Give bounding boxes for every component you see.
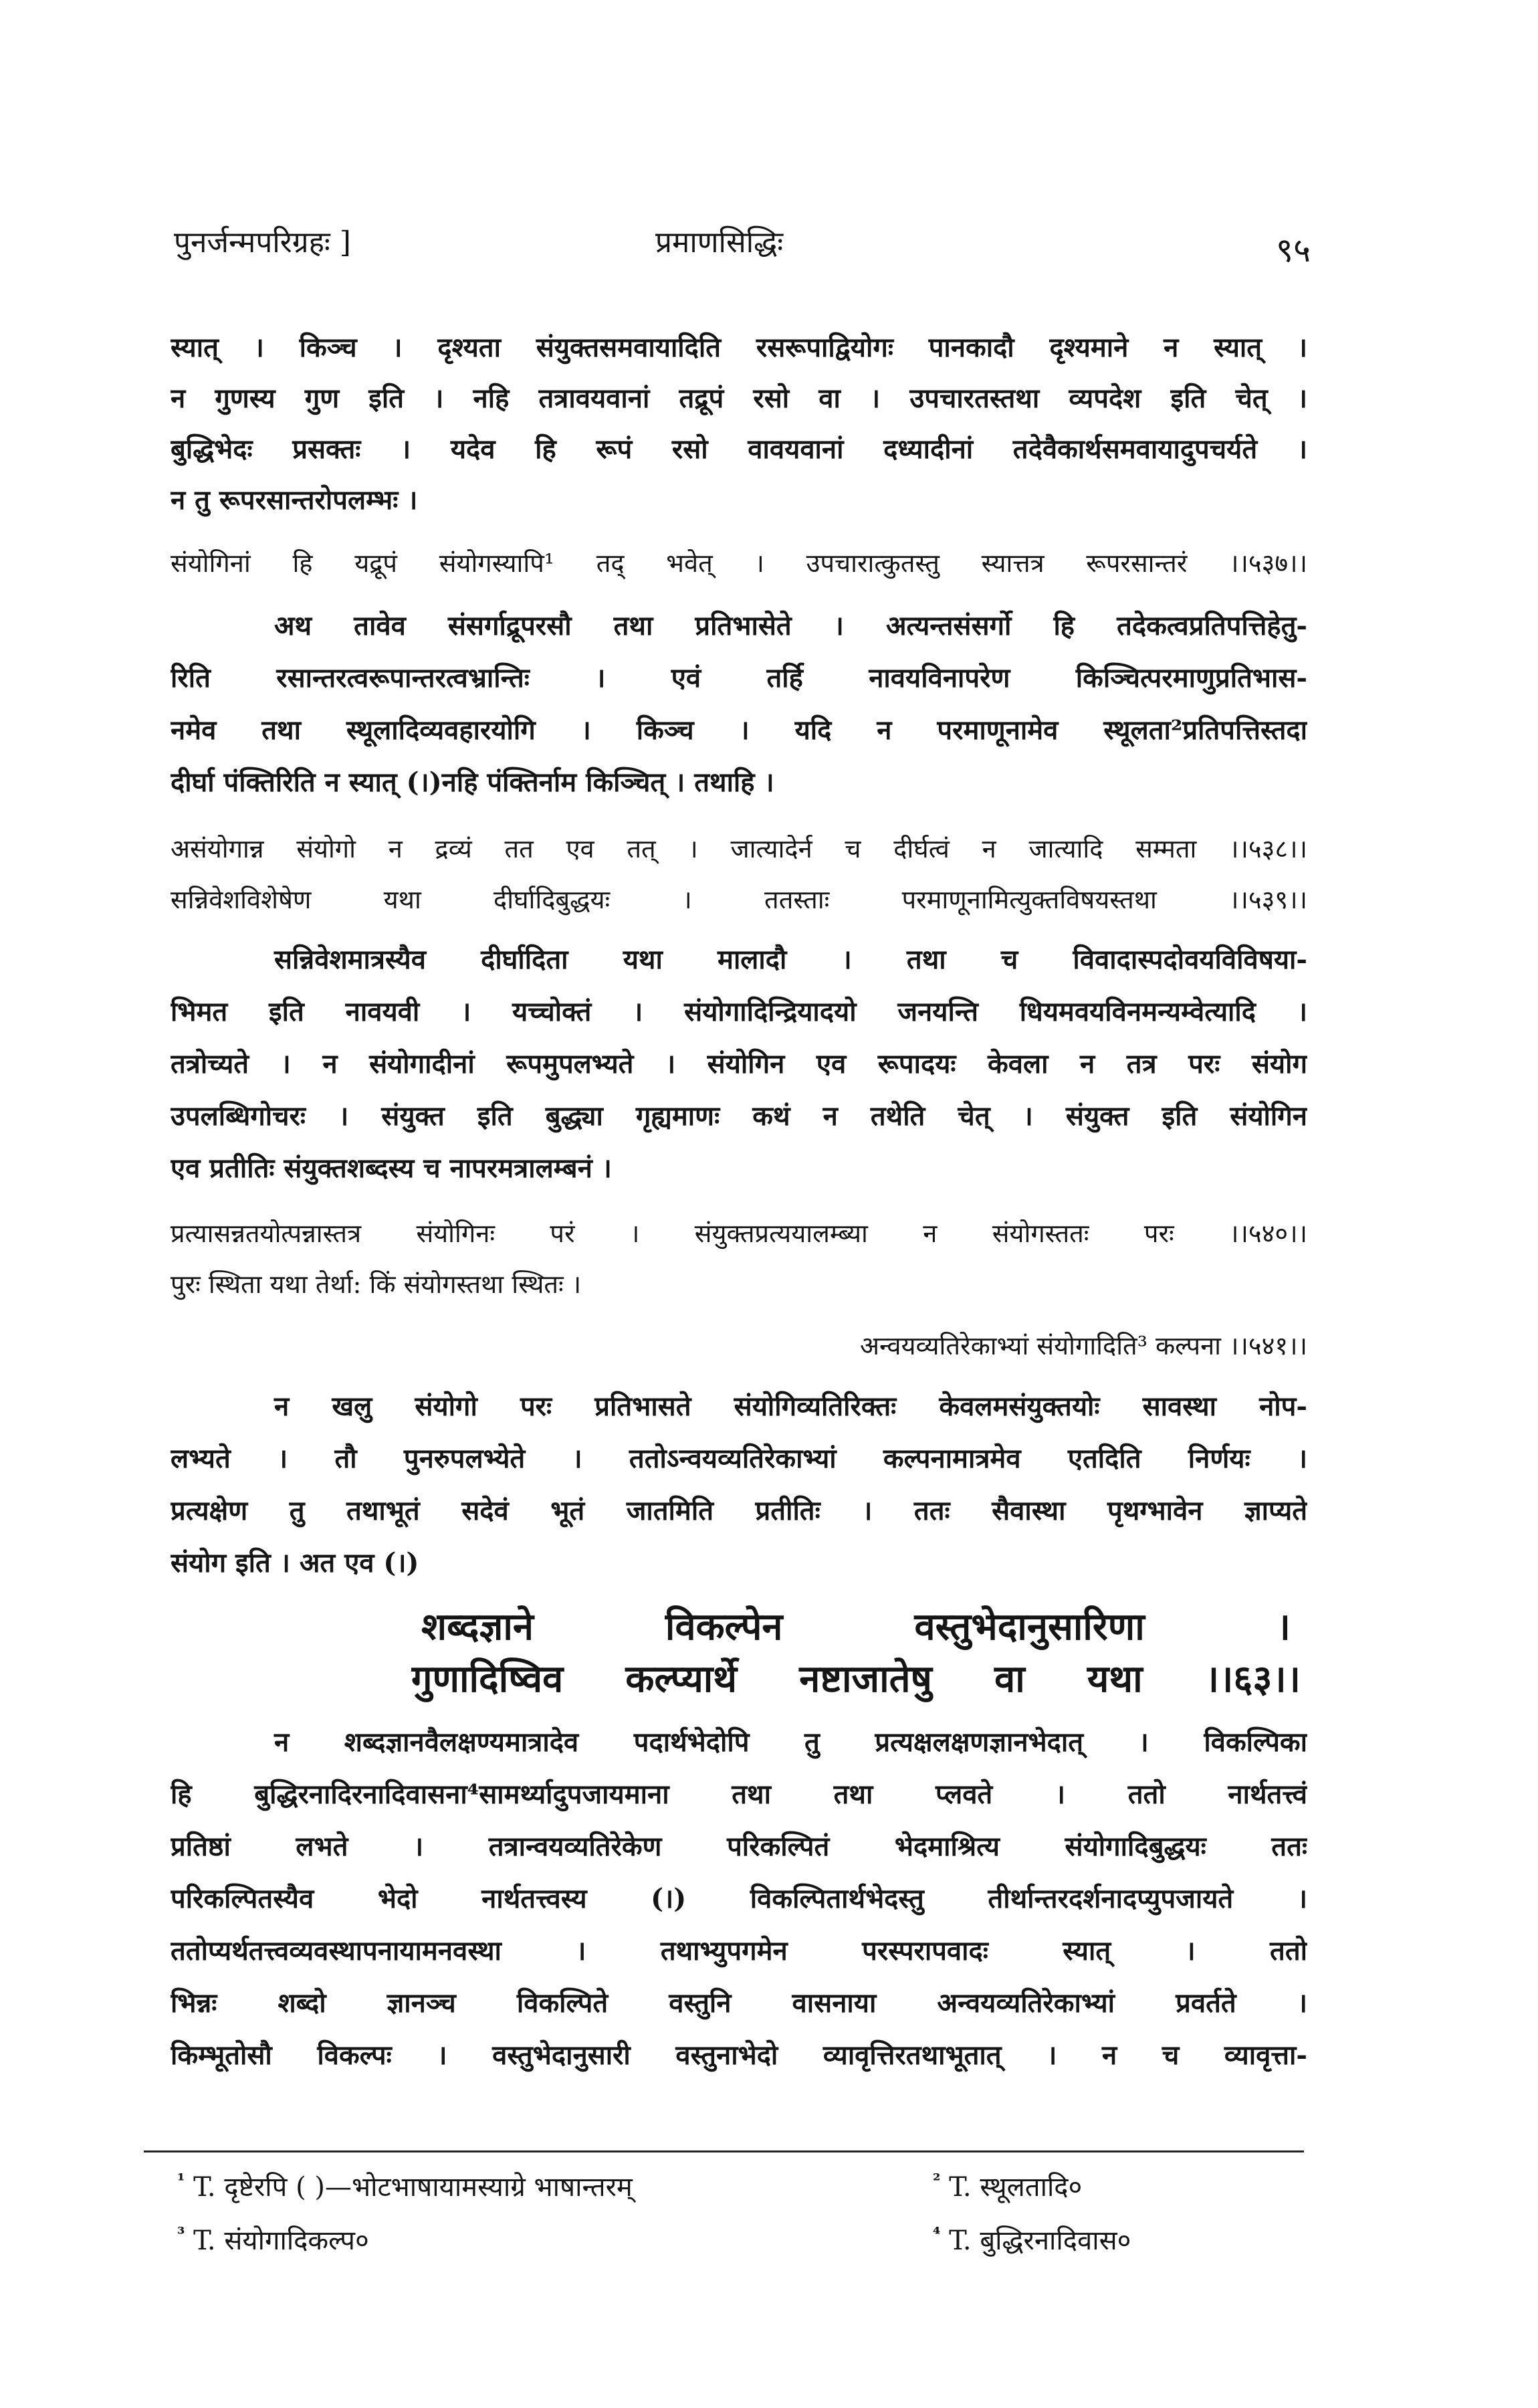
prose-line: नमेव तथा स्थूलादिव्यवहारयोगि । किञ्च । यदि न परमाणूनामेव स्थूलता²प्रतिपत्तिस्तदा (171, 714, 1307, 746)
prose-line: भिमत इति नावयवी । यच्चोक्तं । संयोगादिन्द्रियादयो जनयन्ति धियमवयविनमन्यम्वेत्यादि । (171, 996, 1307, 1027)
verse-line: प्रत्यासन्नतयोत्पन्नास्तत्र संयोगिनः परं । संयुक्तप्रत्ययालम्ब्या न संयोगस्ततः परः ।।५४०।। (171, 1219, 1307, 1248)
prose-line: ततोप्यर्थतत्त्वव्यवस्थापनायामनवस्था । तथाभ्युपगमेन परस्परापवादः स्यात् । ततो (171, 1935, 1307, 1967)
footnote (933, 2167, 1082, 2204)
prose-line: उपलब्धिगोचरः । संयुक्त इति बुद्ध्या गृह्यमाणः कथं न तथेति चेत् । संयुक्त इति संयोगिन (171, 1100, 1307, 1132)
prose-line: न गुणस्य गुण इति । नहि तत्रावयवानां तद्रूपं रसो वा । उपचारतस्तथा व्यपदेश इति चेत् । (171, 383, 1307, 414)
footnote-mark: ² (933, 2171, 941, 2191)
prose-line: किम्भूतोसौ विकल्पः । वस्तुभेदानुसारी वस्तुनाभेदो व्यावृत्तिरतथाभूतात् । न च व्यावृत्ता- (171, 2039, 1307, 2071)
footnote-text: T. स्थूलतादि० (949, 2172, 1083, 2203)
verse-line: संयोगिनां हि यद्रूपं संयोगस्यापि¹ तद् भवेत् । उपचारात्कुतस्तु स्यात्तत्र रूपरसान्तरं ।।५३७।। (171, 548, 1307, 578)
verse-line: असंयोगान्न संयोगो न द्रव्यं तत एव तत् । जात्यादेर्न च दीर्घत्वं न जात्यादि सम्मता ।।५३८।। (171, 834, 1307, 864)
footnote-mark: ³ (177, 2224, 185, 2245)
running-header (174, 221, 1311, 274)
footnote (177, 2167, 633, 2204)
prose-line: न शब्दज्ञानवैलक्षण्यमात्रादेव पदार्थभेदोपि तु प्रत्यक्षलक्षणज्ञानभेदात् । विकल्पिका (274, 1726, 1307, 1758)
prose-line: भिन्नः शब्दो ज्ञानञ्च विकल्पिते वस्तुनि वासनाया अन्वयव्यतिरेकाभ्यां प्रवर्तते । (171, 1987, 1307, 2019)
prose-line: हि बुद्धिरनादिरनादिवासना⁴सामर्थ्यादुपजायमाना तथा तथा प्लवते । ततो नार्थतत्त्वं (171, 1779, 1307, 1810)
karika-line: गुणादिष्विव कल्प्यार्थे नष्टाजातेषु वा यथा ।।६३।। (411, 1657, 1301, 1701)
karika-line: शब्दज्ञाने विकल्पेन वस्तुभेदानुसारिणा । (421, 1605, 1291, 1649)
footnote-divider (144, 2150, 1304, 2152)
verse-line: अन्वयव्यतिरेकाभ्यां संयोगादिति³ कल्पना ।।५४१।। (859, 1331, 1307, 1361)
prose-line: लभ्यते । तौ पुनरुपलभ्येते । ततोऽन्वयव्यतिरेकाभ्यां कल्पनामात्रमेव एतदिति निर्णयः । (171, 1443, 1307, 1474)
footnote-mark: ⁴ (933, 2224, 941, 2245)
prose-line: सन्निवेशमात्रस्यैव दीर्घादिता यथा मालादौ । तथा च विवादास्पदोवयविविषया- (274, 944, 1307, 975)
footnote-text: T. संयोगादिकल्प० (193, 2225, 369, 2256)
prose-line: प्रतिष्ठां लभते । तत्रान्वयव्यतिरेकेण परिकल्पितं भेदमाश्रित्य संयोगादिबुद्धयः ततः (171, 1831, 1307, 1862)
prose-line: संयोग इति । अत एव (।) (171, 1547, 419, 1579)
footnote-mark: ¹ (177, 2171, 185, 2191)
page-number: ९५ (1276, 231, 1311, 270)
prose-line: प्रत्यक्षेण तु तथाभूतं सदेवं भूतं जातमिति प्रतीतिः । ततः सैवास्था पृथग्भावेन ज्ञाप्यते (171, 1495, 1307, 1526)
footnote-text: T. दृष्टेरपि ( )—भोटभाषायामस्याग्रे भाषान्तरम् (193, 2172, 633, 2203)
prose-line: परिकल्पितस्यैव भेदो नार्थतत्त्वस्य (।) विकल्पितार्थभेदस्तु तीर्थान्तरदर्शनादप्युपजायते । (171, 1883, 1307, 1914)
prose-line: अथ तावेव संसर्गाद्रूपरसौ तथा प्रतिभासेते । अत्यन्तसंसर्गो हि तदेकत्वप्रतिपत्तिहेतु- (274, 610, 1307, 641)
footnote (933, 2221, 1131, 2258)
prose-line: रिति रसान्तरत्वरूपान्तरत्वभ्रान्तिः । एवं तर्हि नावयविनापरेण किञ्चित्परमाणुप्रतिभास- (171, 662, 1307, 694)
verse-line: सन्निवेशविशेषेण यथा दीर्घादिबुद्धयः । ततस्ताः परमाणूनामित्युक्तविषयस्तथा ।।५३९।। (171, 885, 1307, 914)
book-title: प्रमाणसिद्धिः (655, 225, 784, 260)
chapter-title: पुनर्जन्मपरिग्रहः ] (174, 225, 351, 260)
prose-line: तत्रोच्यते । न संयोगादीनां रूपमुपलभ्यते । संयोगिन एव रूपादयः केवला न तत्र परः संयोग (171, 1048, 1307, 1080)
prose-line: स्यात् । किञ्च । दृश्यता संयुक्तसमवायादिति रसरूपाद्वियोगः पानकादौ दृश्यमाने न स्यात् । (171, 332, 1307, 363)
prose-line: न खलु संयोगो परः प्रतिभासते संयोगिव्यतिरिक्तः केवलमसंयुक्तयोः सावस्था नोप- (274, 1391, 1307, 1422)
prose-line: एव प्रतीतिः संयुक्तशब्दस्य च नापरमत्रालम्बनं । (171, 1152, 612, 1184)
prose-line: दीर्घा पंक्तिरिति न स्यात् (।)नहि पंक्तिर्नाम किञ्चित् । तथाहि । (171, 767, 774, 798)
prose-line: बुद्धिभेदः प्रसक्तः । यदेव हि रूपं रसो वावयवानां दध्यादीनां तदेवैकार्थसमवायादुपचर्यते । (171, 433, 1307, 465)
prose-line: न तु रूपरसान्तरोपलम्भः । (171, 484, 418, 516)
footnote (177, 2221, 369, 2258)
footnote-text: T. बुद्धिरनादिवास० (949, 2225, 1131, 2256)
verse-line: पुरः स्थिता यथा तेर्था: किं संयोगस्तथा स्थितः । (171, 1270, 582, 1299)
